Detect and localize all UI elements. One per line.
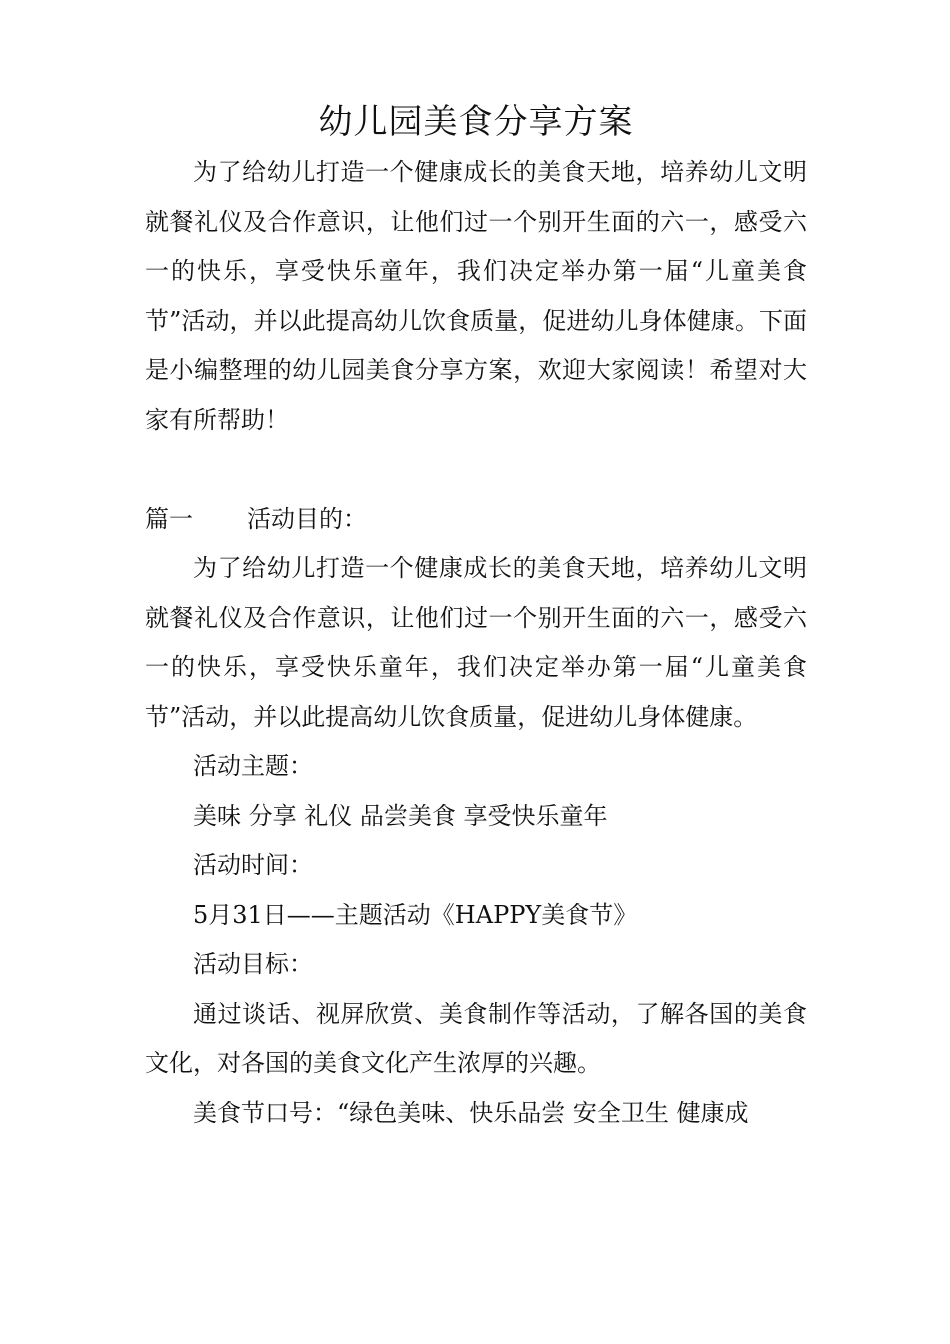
theme-text: 美味 分享 礼仪 品尝美食 享受快乐童年	[193, 801, 608, 830]
blank-line	[145, 445, 807, 495]
document-title: 幼儿园美食分享方案	[318, 102, 634, 142]
slogan-paragraph: 美食节口号：“绿色美味、快乐品尝 安全卫生 健康成	[193, 1098, 749, 1127]
document-page	[145, 96, 807, 1138]
goal-label: 活动目标：	[193, 950, 313, 978]
time-label: 活动时间：	[193, 851, 313, 879]
goal-paragraph: 通过谈话、视屏欣赏、美食制作等活动，了解各国的美食文化，对各国的美食文化产生浓厚的兴趣。	[145, 999, 807, 1077]
purpose-paragraph: 为了给幼儿打造一个健康成长的美食天地，培养幼儿文明就餐礼仪及合作意识，让他们过一个别开生面的六一，感受六一的快乐，享受快乐童年，我们决定举办第一届“儿童美食节”活动，并以此提高幼儿饮食质量，促进幼儿身体健康。	[145, 554, 807, 731]
section-heading-text: 活动目的：	[247, 504, 367, 533]
intro-paragraph: 为了给幼儿打造一个健康成长的美食天地，培养幼儿文明就餐礼仪及合作意识，让他们过一个别开生面的六一，感受六一的快乐，享受快乐童年，我们决定举办第一届“儿童美食节”活动，并以此提高幼儿饮食质量，促进幼儿身体健康。下面是小编整理的幼儿园美食分享方案，欢迎大家阅读！希望对大家有所帮助！	[145, 158, 807, 434]
time-text: 5月31日——主题活动《HAPPY美食节》	[193, 900, 638, 929]
section-label: 篇一	[145, 504, 193, 533]
section-heading	[145, 495, 807, 545]
theme-label: 活动主题：	[193, 752, 313, 780]
